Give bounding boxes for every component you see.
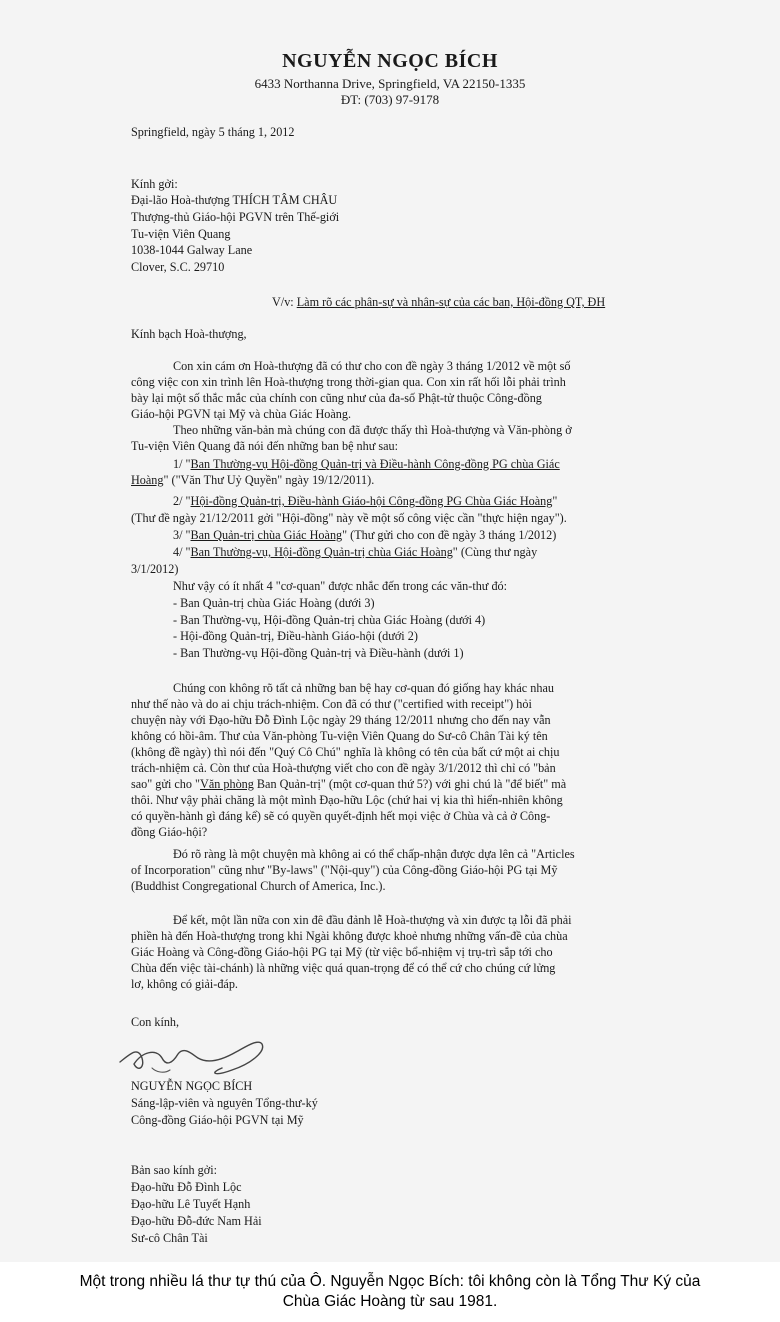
paragraph-line: (không đề ngày) thì nói đến "Quý Cô Chú" nghĩa là không có tên của bất cứ một ai chịu	[131, 745, 560, 759]
cc-recipient: Đạo-hữu Đỗ Đình Lộc	[131, 1180, 242, 1194]
letterhead-name: NGUYỄN NGỌC BÍCH	[282, 50, 498, 72]
image-caption	[0, 1272, 780, 1312]
salutation: Kính bạch Hoà-thượng,	[131, 327, 247, 341]
signer-title: Sáng-lập-viên và nguyên Tổng-thư-ký	[131, 1096, 318, 1110]
item-underlined: Hoàng	[131, 473, 164, 487]
signer-name: NGUYỄN NGỌC BÍCH	[131, 1079, 253, 1093]
recipient-line: Kính gởi:	[131, 177, 178, 191]
handwritten-signature	[112, 1024, 292, 1084]
underlined-run: Văn phòng	[200, 777, 254, 791]
summary-item: - Hội-đồng Quản-trị, Điều-hành Giáo-hội (dưới 2)	[173, 629, 418, 643]
list-item-2	[173, 493, 557, 510]
item-suffix: "	[552, 494, 558, 508]
summary-intro: Như vậy có ít nhất 4 "cơ-quan" được nhắc đến trong các văn-thư đó:	[173, 579, 508, 593]
item-suffix: " (Cùng thư ngày	[452, 545, 538, 559]
recipient-line: Đại-lão Hoà-thượng THÍCH TÂM CHÂU	[131, 193, 338, 207]
list-item-1	[173, 456, 560, 473]
paragraph-line: thôi. Như vậy phải chăng là một mình Đạo-hữu Lộc (chứ hai vị kia thì hiển-nhiên không	[131, 793, 563, 807]
date-line: Springfield, ngày 5 tháng 1, 2012	[131, 125, 295, 139]
paragraph-line: công việc con xin trình lên Hoà-thượng trong thời-gian qua. Con xin rất hối lỗi phải trình	[131, 375, 566, 389]
paragraph-line: Đó rõ ràng là một chuyện mà không ai có thể chấp-nhận được dựa lên cả "Articles	[173, 847, 575, 861]
summary-item: - Ban Quản-trị chùa Giác Hoàng (dưới 3)	[173, 596, 375, 610]
paragraph-line: of Incorporation" cũng như "By-laws" ("Nội-quy") của Công-đồng Giáo-hội PG tại Mỹ	[131, 863, 558, 877]
item-prefix: 3/ "	[173, 528, 191, 542]
paragraph-line: đồng Giáo-hội?	[131, 825, 208, 839]
recipient-line: Tu-viện Viên Quang	[131, 227, 231, 241]
paragraph-line: có quyền-hành gì đáng kể) sẽ có quyền quyết-định hết mọi việc ở Chùa và cả ở Công-	[131, 809, 551, 823]
caption-line: Chùa Giác Hoàng từ sau 1981.	[282, 1293, 498, 1310]
item-suffix: " (Thư gửi cho con đề ngày 3 tháng 1/2012)	[342, 528, 557, 542]
item-prefix: 4/ "	[173, 545, 191, 559]
subject-prefix: V/v:	[272, 295, 297, 309]
cc-heading: Bản sao kính gởi:	[131, 1163, 217, 1177]
list-item-1-cont	[131, 472, 374, 489]
cc-recipient: Đạo-hữu Đỗ-đức Nam Hải	[131, 1214, 262, 1228]
paragraph-line: Theo những văn-bản mà chúng con đã được thấy thì Hoà-thượng và Văn-phòng ở	[173, 423, 572, 437]
item-underlined: Ban Quản-trị chùa Giác Hoàng	[190, 528, 343, 542]
text-run: sao" gửi cho "	[131, 777, 201, 791]
paragraph-line: lơ, không có giải-đáp.	[131, 977, 238, 991]
item-underlined: Ban Thường-vụ, Hội-đồng Quản-trị chùa Giác Hoàng	[190, 545, 453, 559]
item-prefix: 1/ "	[173, 457, 191, 471]
item-underlined: Ban Thường-vụ Hội-đồng Quản-trị và Điều-hành Công-đồng PG chùa Giác	[190, 457, 560, 471]
letterhead-phone: ĐT: (703) 97-9178	[340, 92, 440, 107]
paragraph-line: Tu-viện Viên Quang đã nói đến những ban bệ như sau:	[131, 439, 399, 453]
subject-text: Làm rõ các phân-sự và nhân-sự của các ban, Hội-đồng QT, ĐH	[296, 295, 606, 309]
list-item-4	[173, 544, 537, 561]
recipient-line: 1038-1044 Galway Lane	[131, 243, 253, 257]
paragraph-line: phiền hà đến Hoà-thượng trong khi Ngài không được khoẻ nhưng những vấn-đề của chùa	[131, 929, 568, 943]
paragraph-line: (Buddhist Congregational Church of America, Inc.).	[131, 879, 386, 893]
summary-item: - Ban Thường-vụ, Hội-đồng Quản-trị chùa Giác Hoàng (dưới 4)	[173, 613, 486, 627]
letterhead-address: 6433 Northanna Drive, Springfield, VA 22150-1335	[254, 76, 526, 91]
text-run: Ban Quản-trị" (một cơ-quan thứ 5?) với ghi chú là "để biết" mà	[253, 777, 567, 791]
item-suffix: " ("Văn Thư Uỷ Quyền" ngày 19/12/2011).	[163, 473, 375, 487]
paragraph-line: bày lại một số thắc mắc của chính con cũng như của đa-số Phật-tử thuộc Công-đồng	[131, 391, 542, 405]
summary-item: - Ban Thường-vụ Hội-đồng Quản-trị và Điều-hành (dưới 1)	[173, 646, 464, 660]
recipient-line: Clover, S.C. 29710	[131, 260, 225, 274]
list-item-4-cont: 3/1/2012)	[131, 562, 179, 576]
item-underlined: Hội-đồng Quản-trị, Điều-hành Giáo-hội Công-đồng PG Chùa Giác Hoàng	[190, 494, 553, 508]
paragraph-line: trách-nhiệm cả. Còn thư của Hoà-thượng viết cho con đề ngày 3/1/2012 thì chỉ có "bản	[131, 761, 556, 775]
item-prefix: 2/ "	[173, 494, 191, 508]
paragraph-line: Chúng con không rõ tất cả những ban bệ hay cơ-quan đó giống hay khác nhau	[173, 681, 554, 695]
cc-recipient: Đạo-hữu Lê Tuyết Hạnh	[131, 1197, 251, 1211]
paragraph-line: Giáo-hội PGVN tại Mỹ và chùa Giác Hoàng.	[131, 407, 351, 421]
list-item-3	[173, 527, 556, 544]
paragraph-line: Con xin cám ơn Hoà-thượng đã có thư cho con đề ngày 3 tháng 1/2012 về một số	[173, 359, 571, 373]
caption-line: Một trong nhiều lá thư tự thú của Ô. Nguyễn Ngọc Bích: tôi không còn là Tổng Thư Ký của	[79, 1273, 701, 1290]
paragraph-line: như thế nào và do ai chịu trách-nhiệm. Con đã có thư ("certified with receipt") hỏi	[131, 697, 532, 711]
paragraph-line: Để kết, một lần nữa con xin đê đầu đảnh lễ Hoà-thượng và xin được tạ lỗi đã phải	[173, 913, 572, 927]
cc-recipient: Sư-cô Chân Tài	[131, 1231, 208, 1245]
subject-line	[272, 294, 605, 311]
paragraph-line: Chùa đến việc tài-chánh) là những việc quá quan-trọng để có thể cứ cho chúng cứ lửng	[131, 961, 556, 975]
paragraph-line	[131, 776, 566, 793]
list-item-2-cont: (Thư đề ngày 21/12/2011 gởi "Hội-đồng" này về một số công việc cần "thực hiện ngay").	[131, 511, 567, 525]
paragraph-line: chuyện này với Đạo-hữu Đỗ Đình Lộc ngày 29 tháng 12/2011 nhưng cho đến nay vẫn	[131, 713, 551, 727]
paragraph-line: không có hồi-âm. Thư của Văn-phòng Tu-viện Viên Quang do Sư-cô Chân Tài ký tên	[131, 729, 548, 743]
signer-org: Công-đồng Giáo-hội PGVN tại Mỹ	[131, 1113, 304, 1127]
closing: Con kính,	[131, 1015, 180, 1029]
recipient-line: Thượng-thủ Giáo-hội PGVN trên Thế-giới	[131, 210, 340, 224]
paragraph-line: Giác Hoàng và Công-đồng Giáo-hội PG tại Mỹ (từ việc bổ-nhiệm vị trụ-trì sắp tới cho	[131, 945, 553, 959]
